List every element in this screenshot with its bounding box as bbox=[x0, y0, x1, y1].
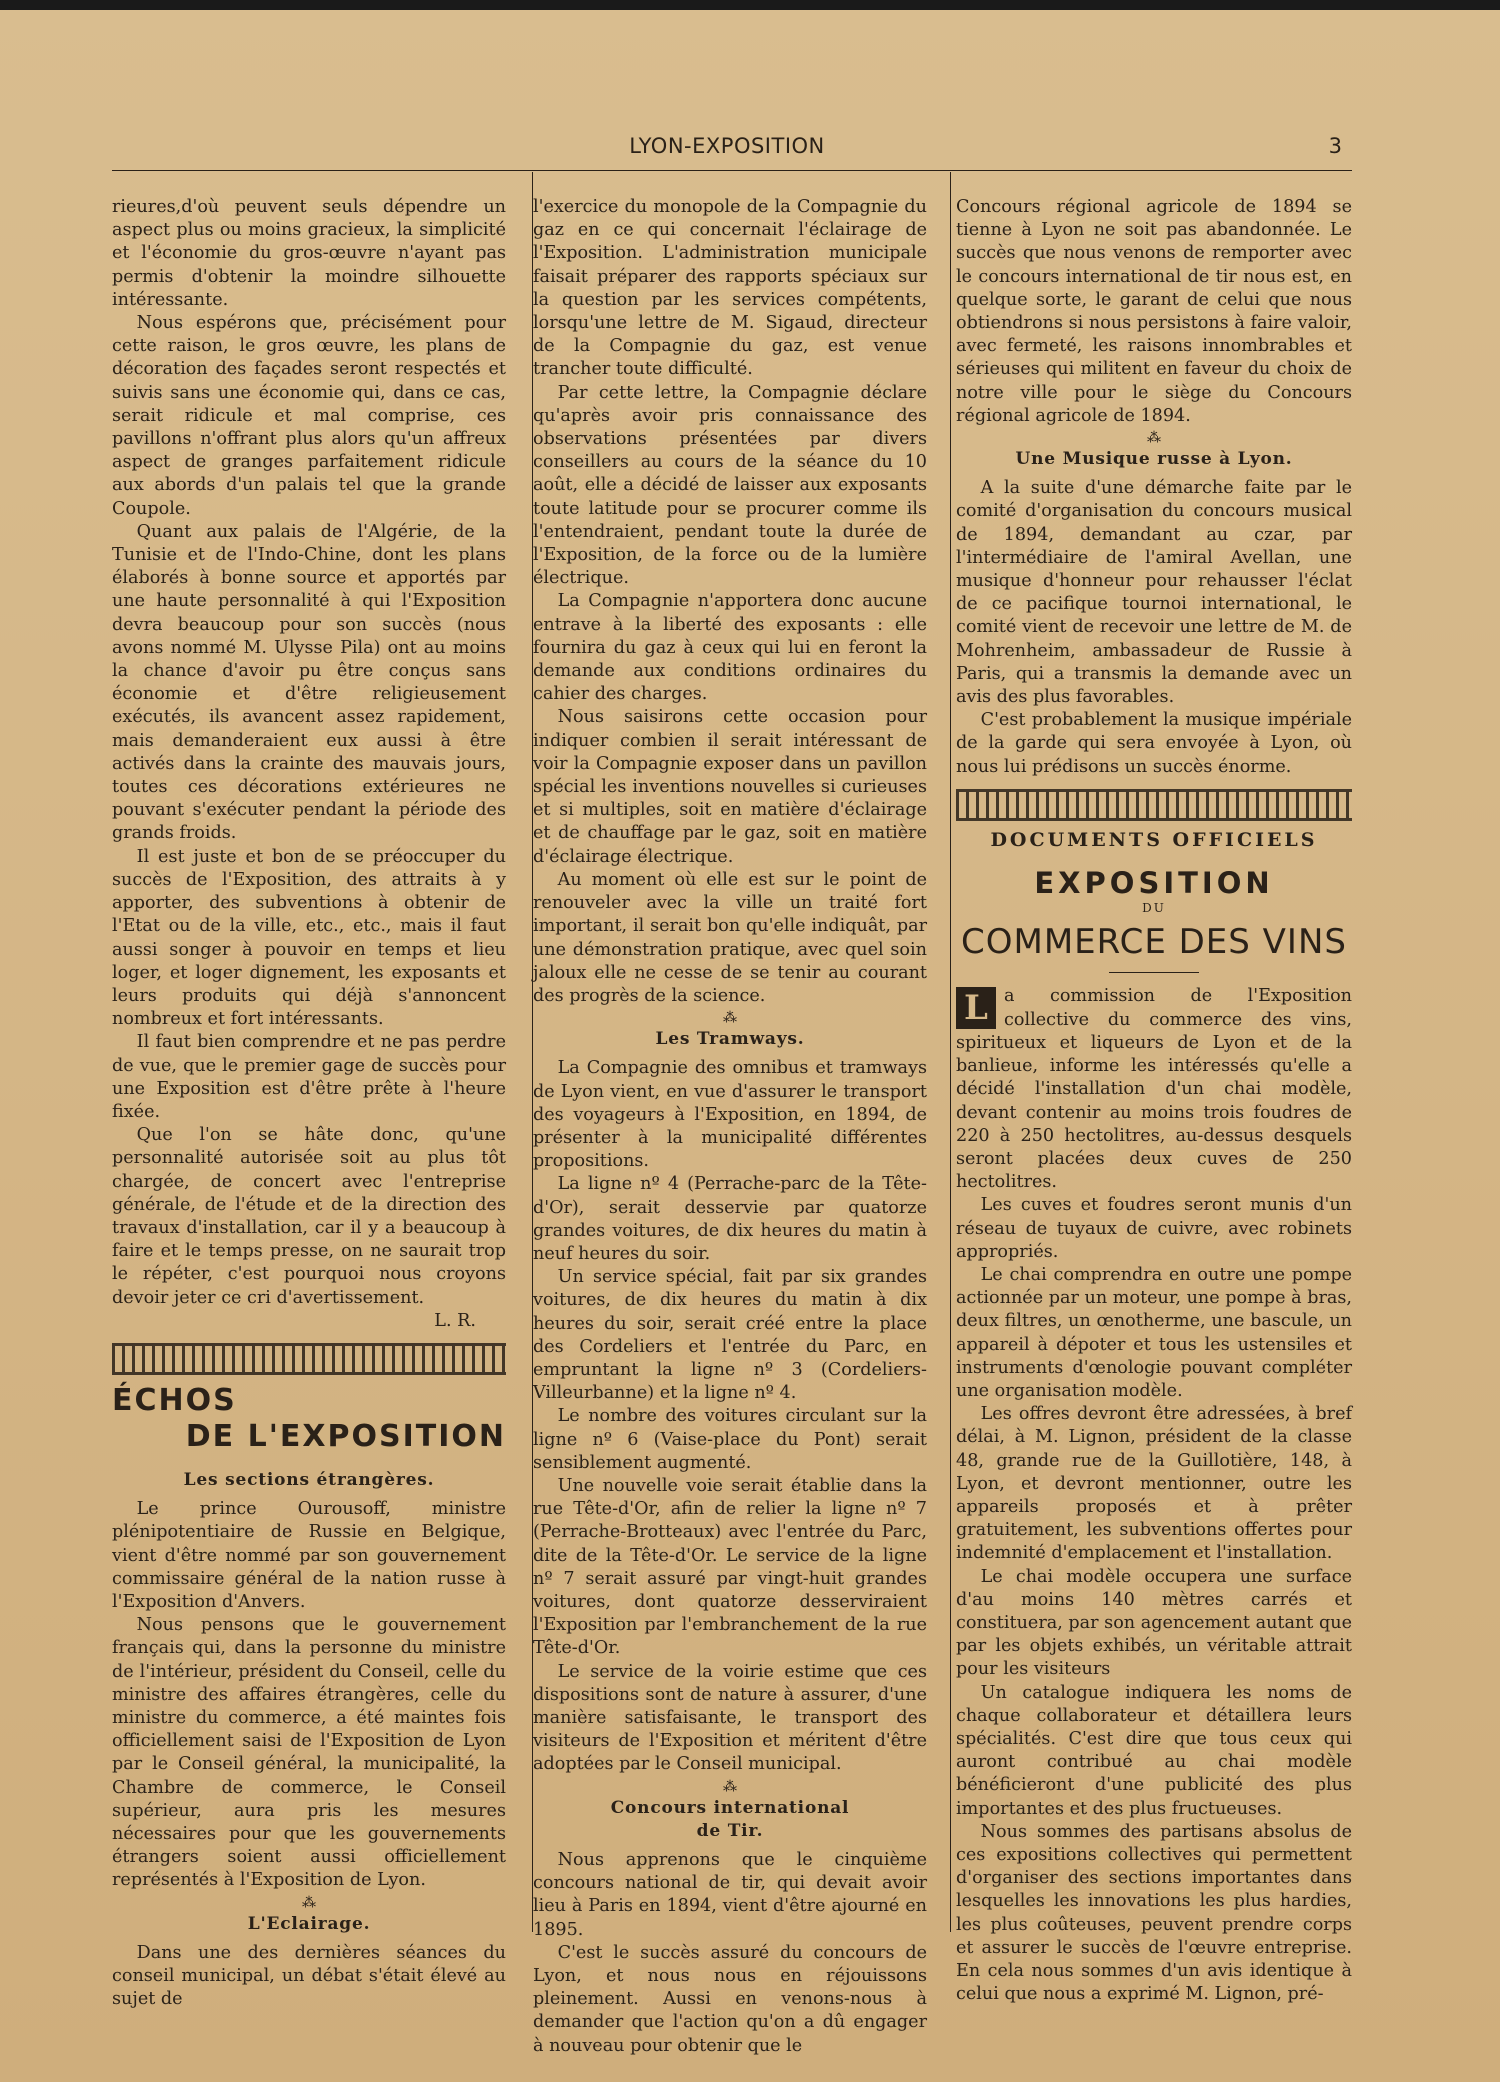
col1-paragraph: Nous pensons que le gouvernement français qui, dans la personne du ministre de l'intérieur, président du Conseil, celle du ministre des affaires étrangères, celle du ministre du commerce, a été maintes fois officiellement saisi de l'Exposition de Lyon par le Conseil général, la municipalité, la Chambre de commerce, le Conseil supérieur, aura pris les mesures nécessaires pour que les gouvernements étrangers soient aussi officiellement représentés à l'Exposition de Lyon. bbox=[112, 1615, 506, 1891]
page-number: 3 bbox=[1328, 134, 1342, 158]
col1-paragraph: Quant aux palais de l'Algérie, de la Tunisie et de l'Indo-Chine, dont les plans élaborés à bonne source et apportés par une haute personnalité à qui l'Exposition devra beaucoup pour son succès (nous avons nommé M. Ulysse Pila) ont au moins la chance d'avoir pu être conçus sans économie et d'être religieusement exécutés, ils avancent assez rapidement, mais demanderaient eux aussi à être activés dans la crainte des mauvais jours, toutes ces décorations extérieures ne pouvant s'exécuter pendant la période des grands froids. bbox=[112, 521, 506, 844]
col1-paragraph: rieures,d'où peuvent seuls dépendre un aspect plus ou moins gracieux, la simplicité et l'économie du gros-œuvre n'ayant pas permis d'obtenir la moindre silhouette intéressante. bbox=[112, 197, 506, 310]
col3-paragraph: Nous sommes des partisans absolus de ces expositions collectives qui permettent d'organiser des sections importantes dans lesquelles les innovations les plus hardies, les plus coûteuses, peuvent prendre corps et assurer le succès de l'œuvre entreprise. En cela nous sommes d'un avis identique à celui que nous a exprimé M. Lignon, pré- bbox=[956, 1821, 1352, 2005]
col2-paragraph: Nous apprenons que le cinquième concours national de tir, qui devait avoir lieu à Paris en 1894, vient d'être ajourné en 1895. bbox=[533, 1850, 927, 1940]
asterism: ⁂ bbox=[723, 1778, 737, 1795]
col2-paragraph: Le service de la voirie estime que ces dispositions sont de nature à assurer, d'une manière satisfaisante, le transport des visiteurs de l'Exposition et méritent d'être adoptées par le Conseil municipal. bbox=[533, 1661, 927, 1775]
ornamental-divider bbox=[956, 789, 1352, 821]
echos-title-line2: DE L'EXPOSITION bbox=[185, 1418, 506, 1454]
col1-paragraph: Le prince Ourousoff, ministre plénipotentiaire de Russie en Belgique, vient d'être nommé par son gouvernement commissaire général de la nation russe à l'Exposition d'Anvers. bbox=[112, 1499, 506, 1612]
col1-paragraph: Il est juste et bon de se préoccuper du succès de l'Exposition, des attraits à y apporter, des subventions à obtenir de l'Etat ou de la ville, etc., etc., mais il faut aussi songer à pouvoir en temps et lieu loger, et loger dignement, les exposants et leurs produits qui déjà s'annoncent nombreux et fort intéressants. bbox=[112, 846, 506, 1030]
col3-paragraph: Concours régional agricole de 1894 se tienne à Lyon ne soit pas abandonnée. Le succès que nous venons de remporter avec le concours international de tir nous est, en quelque sorte, le garant de celui que nous obtiendrons si nous persistons à faire valoir, avec fermeté, les raisons innombrables et sérieuses qui militent en faveur du choix de notre ville pour le siège du Concours régional agricole de 1894. bbox=[956, 197, 1352, 426]
col2-paragraph: La Compagnie des omnibus et tramways de Lyon vient, en vue d'assurer le transport des voyageurs à l'Exposition, en 1894, de présenter à la municipalité différentes propositions. bbox=[533, 1058, 927, 1172]
header-rule bbox=[112, 170, 1352, 171]
section-heading: de Tir. bbox=[696, 1820, 764, 1841]
col2-paragraph: La ligne nº 4 (Perrache-parc de la Tête-d'Or), serait desservie par quatorze grandes voitures, de dix heures du matin à neuf heures du soir. bbox=[533, 1174, 927, 1264]
asterism: ⁂ bbox=[723, 1010, 737, 1027]
title-rule bbox=[1109, 972, 1199, 973]
col1-paragraph: Nous espérons que, précisément pour cette raison, le gros œuvre, les plans de décoration des façades seront respectés et suivis sans une économie qui, dans ce cas, serait ridicule et mal comprise, ces pavillons n'offrant plus alors qu'un affreux aspect de granges parfaitement ridicule aux abords d'un palais tel que la grande Coupole. bbox=[112, 313, 506, 519]
echos-title-line1: ÉCHOS bbox=[112, 1382, 237, 1418]
running-title: LYON-EXPOSITION bbox=[629, 134, 825, 158]
col3-paragraph: A la suite d'une démarche faite par le comité d'organisation du concours musical de 1894, demandant au czar, par l'intermédiaire de l'amiral Avellan, une musique d'honneur pour rehausser l'éclat de ce pacifique tournoi international, le comité vient de recevoir une lettre de M. de Mohrenheim, ambassadeur de Russie à Paris, qui a transmis la demande avec un avis des plus favorables. bbox=[956, 478, 1352, 708]
col3-paragraph: C'est probablement la musique impériale de la garde qui sera envoyée à Lyon, où nous lui prédisons un succès énorme. bbox=[956, 710, 1352, 777]
col1-paragraph: Il faut bien comprendre et ne pas perdre de vue, que le premier gage de succès pour une Exposition est d'être prête à l'heure fixée. bbox=[112, 1032, 506, 1122]
column-2 bbox=[533, 196, 927, 2058]
col2-paragraph: Au moment où elle est sur le point de renouveler avec la ville un traité fort important, il serait bon qu'elle indiquât, par une démonstration pratique, avec quel soin jaloux elle ne cesse de se tenir au courant des progrès de la science. bbox=[533, 869, 927, 1006]
asterism: ⁂ bbox=[302, 1894, 316, 1911]
col3-paragraph: Les cuves et foudres seront munis d'un réseau de tuyaux de cuivre, avec robinets appropriés. bbox=[956, 1195, 1352, 1262]
section-heading: Concours international bbox=[610, 1797, 850, 1818]
col1-paragraph: Dans une des dernières séances du conseil municipal, un débat s'était élevé au sujet de bbox=[112, 1942, 506, 2010]
commerce-des-vins-title: COMMERCE DES VINS bbox=[961, 922, 1347, 963]
col3-paragraph: Le chai modèle occupera une surface d'au moins 140 mètres carrés et constituera, par son agencement autant que par les objets exhibés, un véritable attrait pour les visiteurs bbox=[956, 1566, 1352, 1680]
col1-paragraph: Que l'on se hâte donc, qu'une personnalité autorisée soit au plus tôt chargée, de concert avec l'entreprise générale, de l'étude et de la direction des travaux d'installation, car il y a beaucoup à faire et le temps presse, on ne saurait trop le répéter, c'est pourquoi nous croyons devoir jeter ce cri d'avertissement. bbox=[112, 1125, 506, 1308]
col2-paragraph: La Compagnie n'apportera donc aucune entrave à la liberté des exposants : elle fournira du gaz à ceux qui lui en feront la demande aux conditions ordinaires du cahier des charges. bbox=[533, 591, 927, 705]
col2-paragraph: Un service spécial, fait par six grandes voitures, de dix heures du matin à dix heures du soir, serait créé entre la place des Cordeliers et l'entrée du Parc, en empruntant la ligne nº 3 (Cordeliers-Villeurbanne) et la ligne nº 4. bbox=[533, 1267, 927, 1404]
section-heading: L'Eclairage. bbox=[247, 1913, 371, 1934]
col3-paragraph: a commission de l'Exposition collective du commerce des vins, spiritueux et liqueurs de Lyon et de la banlieue, informe les intéressés qu'elle a décidé l'installation d'un chai modèle, devant contenir au moins trois foudres de 220 à 250 hectolitres, au-dessus desquels seront placées deux cuves de 250 hectolitres. bbox=[956, 986, 1352, 1193]
col2-paragraph: Nous saisirons cette occasion pour indiquer combien il serait intéressant de voir la Compagnie exposer dans un pavillon spécial les inventions nouvelles si curieuses et si multiples, soit en matière d'éclairage et de chauffage par le gaz, soit en matière d'éclairage électrique. bbox=[533, 707, 927, 867]
col2-paragraph: Une nouvelle voie serait établie dans la rue Tête-d'Or, afin de relier la ligne nº 7 (Perrache-Brotteaux) avec l'entrée du Parc, dite de la Tête-d'Or. Le service de la ligne nº 7 serait assuré par vingt-huit grandes voitures, dont quatorze desserviraient l'Exposition par l'embranchement de la rue Tête-d'Or. bbox=[533, 1475, 927, 1659]
column-1 bbox=[112, 196, 506, 2011]
asterism: ⁂ bbox=[1147, 430, 1161, 447]
signature: L. R. bbox=[434, 1310, 476, 1331]
col2-paragraph: Le nombre des voitures circulant sur la ligne nº 6 (Vaise-place du Pont) serait sensiblement augmenté. bbox=[533, 1406, 927, 1473]
scan-edge bbox=[0, 0, 1500, 10]
ornamental-divider bbox=[112, 1343, 506, 1375]
column-3 bbox=[956, 196, 1352, 2006]
section-heading: Les Tramways. bbox=[655, 1029, 805, 1050]
documents-officiels-heading: DOCUMENTS OFFICIELS bbox=[990, 828, 1318, 851]
dropcap-letter: L bbox=[956, 987, 996, 1029]
section-heading: Les sections étrangères. bbox=[183, 1469, 435, 1490]
column-divider-2 bbox=[950, 172, 951, 1932]
section-heading: Une Musique russe à Lyon. bbox=[1015, 449, 1293, 470]
exposition-title: EXPOSITION bbox=[1034, 866, 1274, 901]
col2-paragraph: Par cette lettre, la Compagnie déclare qu'après avoir pris connaissance des observations présentées par divers conseillers au cours de la séance du 10 août, elle a décidé de laisser aux exposants toute latitude pour se procurer comme ils l'entendraient, pendant toute la durée de l'Exposition, de la force ou de la lumière électrique. bbox=[533, 382, 927, 589]
col2-paragraph: l'exercice du monopole de la Compagnie du gaz en ce qui concernait l'éclairage de l'Exposition. L'administration municipale faisait préparer des rapports spéciaux sur la question par les services compétents, lorsqu'une lettre de M. Sigaud, directeur de la Compagnie du gaz, est venue trancher toute difficulté. bbox=[533, 197, 927, 380]
du-label: DU bbox=[1142, 901, 1166, 916]
col3-paragraph: Le chai comprendra en outre une pompe actionnée par un moteur, une pompe à bras, deux filtres, un œnotherme, une bascule, un appareil à dépoter et tous les ustensiles et instruments d'œnologie pouvant compléter une organisation modèle. bbox=[956, 1264, 1352, 1401]
col2-paragraph: C'est le succès assuré du concours de Lyon, et nous nous en réjouissons pleinement. Aussi en venons-nous à demander que l'action qu'on a dû engager à nouveau pour obtenir que le bbox=[533, 1942, 927, 2056]
col3-paragraph: Les offres devront être adressées, à bref délai, à M. Lignon, président de la classe 48, grande rue de la Guillotière, 148, à Lyon, et devront mentionner, outre les appareils proposés et à prêter gratuitement, les subventions offertes pour indemnité d'emplacement et l'installation. bbox=[956, 1404, 1352, 1564]
page-header bbox=[112, 134, 1342, 168]
col3-paragraph: Un catalogue indiquera les noms de chaque collaborateur et détaillera leurs spécialités. C'est dire que tous ceux qui auront contribué au chai modèle bénéficieront d'une publicité des plus importantes et des plus fructueuses. bbox=[956, 1682, 1352, 1819]
